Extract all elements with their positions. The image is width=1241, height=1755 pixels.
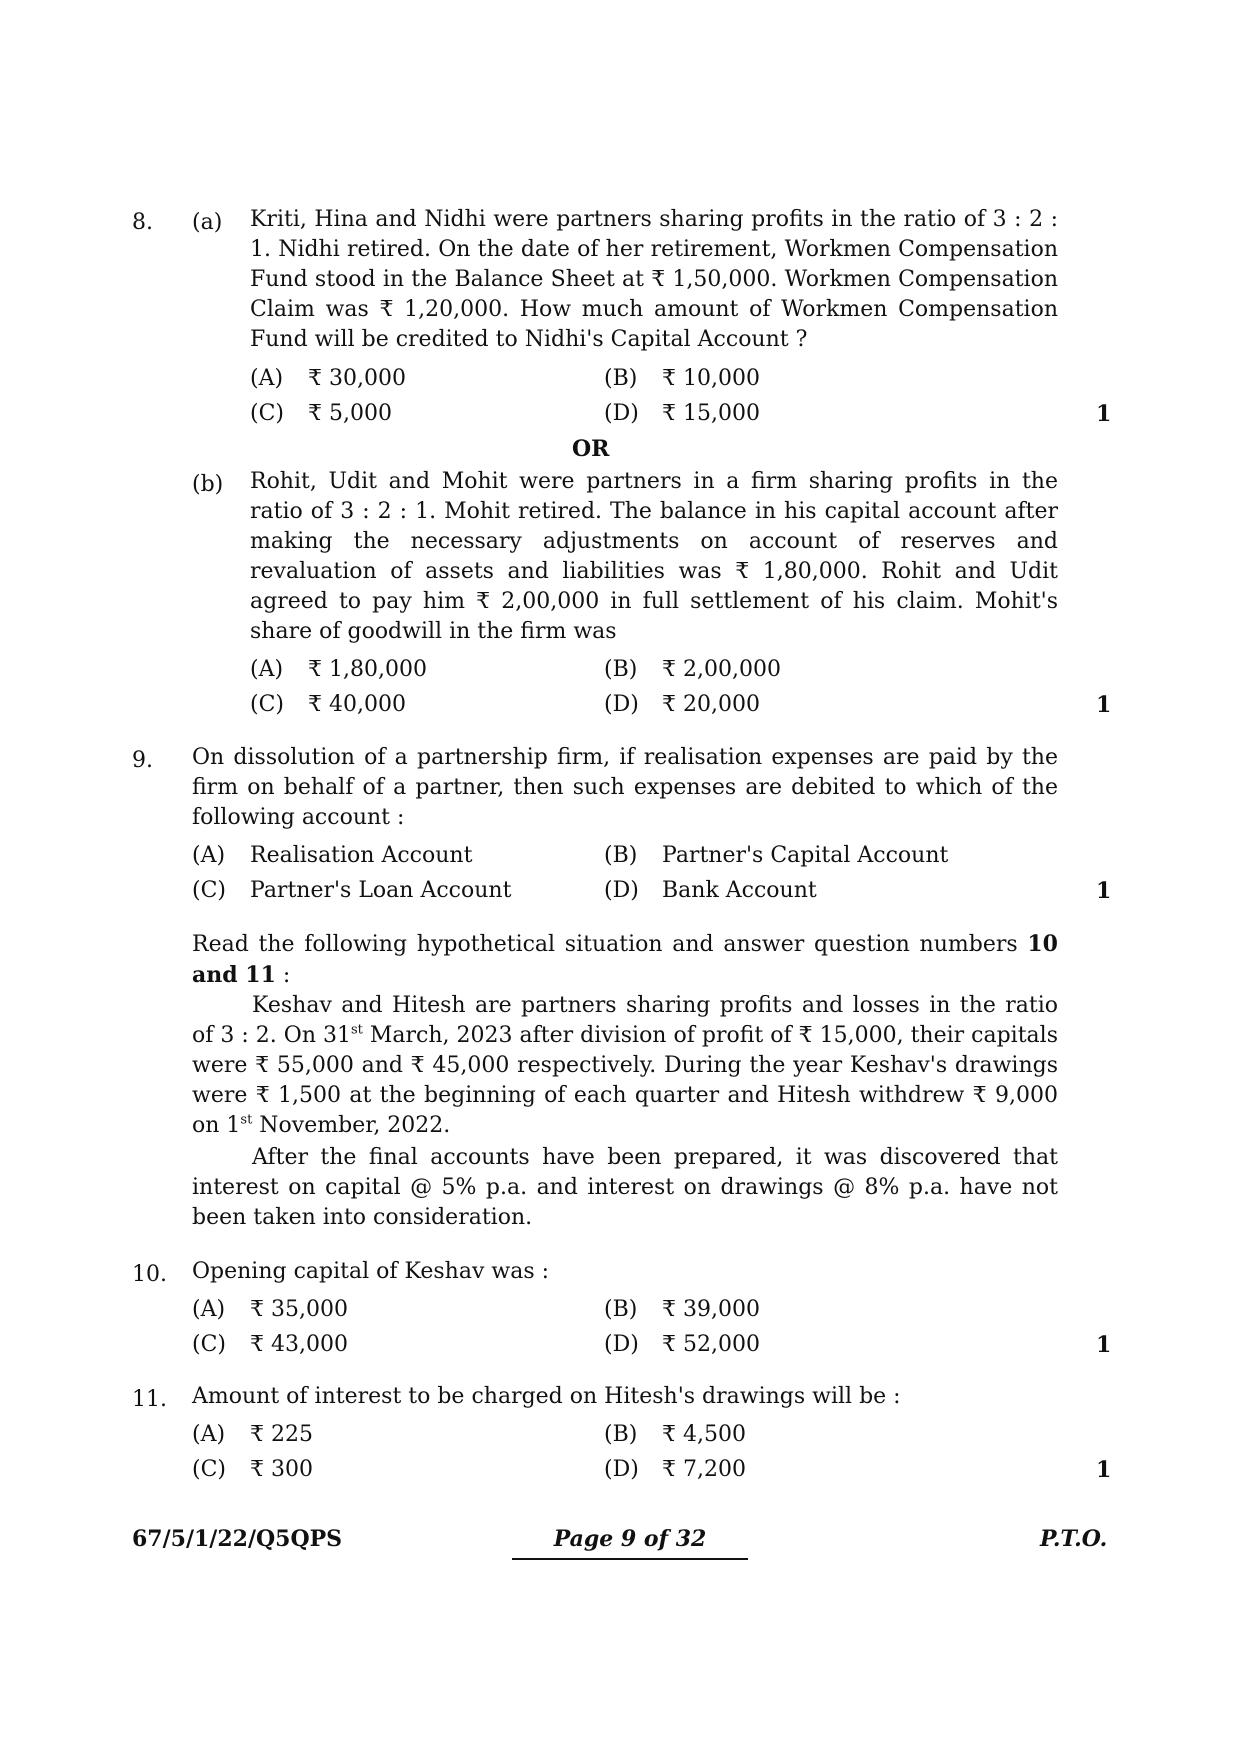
case-intro-text: Read the following hypothetical situation and answer question numbers <box>192 932 1018 957</box>
case-paragraph-text: Keshav and Hitesh are partners sharing profits and losses in the ratio of 3 : 2. On 31 <box>192 993 1058 1048</box>
option-text: ₹ 225 <box>250 1422 313 1447</box>
option-label: (D) <box>604 692 639 717</box>
option-label: (A) <box>192 1297 226 1322</box>
option-text: Bank Account <box>662 878 817 903</box>
question-number: 11. <box>132 1387 167 1412</box>
option <box>604 692 760 717</box>
option-label: (A) <box>192 1422 226 1447</box>
option-text: ₹ 10,000 <box>662 366 760 391</box>
option-label: (B) <box>604 366 638 391</box>
marks: 1 <box>1096 401 1112 427</box>
option <box>604 366 760 391</box>
sub-question-label: (a) <box>192 210 223 235</box>
option <box>192 878 511 903</box>
option-text: Partner's Loan Account <box>250 878 512 903</box>
option <box>604 878 817 903</box>
page-number: Page 9 of 32 <box>512 1526 748 1560</box>
case-paragraph-text: March, 2023 after division of profit of ₹ 15,000, their capitals were ₹ 55,000 and ₹ 45,000 respectively. During the year Keshav's drawings were ₹ 1,500 at the beginning of each quarter and Hitesh withdrew ₹ 9,000 on 1 <box>192 1023 1058 1138</box>
option-label: (D) <box>604 1332 639 1357</box>
option-label: (A) <box>192 843 226 868</box>
case-paragraph <box>192 991 1058 1141</box>
option <box>250 401 392 426</box>
option <box>604 1422 746 1447</box>
case-intro-questions: 10 and 11 <box>192 931 1058 988</box>
question-number: 8. <box>132 210 153 235</box>
option-text: ₹ 300 <box>250 1457 313 1482</box>
option <box>192 1297 348 1322</box>
question-text: On dissolution of a partnership firm, if realisation expenses are paid by the firm on behalf of a partner, then such expenses are debited to which of the following account : <box>192 745 1058 830</box>
please-turn-over: P.T.O. <box>1040 1526 1108 1552</box>
option-text: ₹ 5,000 <box>308 401 392 426</box>
option-text: ₹ 30,000 <box>308 366 406 391</box>
option-label: (A) <box>250 657 284 682</box>
marks: 1 <box>1096 1457 1112 1483</box>
marks: 1 <box>1096 692 1112 718</box>
option-label: (C) <box>250 692 284 717</box>
option <box>192 1332 348 1357</box>
case-intro <box>192 929 1058 991</box>
ordinal-suffix: st <box>350 1022 363 1038</box>
option-text: ₹ 20,000 <box>662 692 760 717</box>
option-text: ₹ 40,000 <box>308 692 406 717</box>
option-text: ₹ 4,500 <box>662 1422 746 1447</box>
option-text: ₹ 52,000 <box>662 1332 760 1357</box>
ordinal-suffix: st <box>240 1112 253 1128</box>
question-number: 10. <box>132 1262 167 1287</box>
option-label: (C) <box>192 1457 226 1482</box>
option <box>250 692 406 717</box>
case-paragraph: After the final accounts have been prepared, it was discovered that interest on capital @ 5% p.a. and interest on drawings @ 8% p.a. have not been taken into consideration. <box>192 1145 1058 1230</box>
option-label: (C) <box>250 401 284 426</box>
option-label: (B) <box>604 657 638 682</box>
option-text: ₹ 15,000 <box>662 401 760 426</box>
option <box>604 657 781 682</box>
option-text: ₹ 39,000 <box>662 1297 760 1322</box>
case-paragraph-text: November, 2022. <box>252 1113 451 1138</box>
question-number: 9. <box>132 748 153 773</box>
question-text: Amount of interest to be charged on Hitesh's drawings will be : <box>192 1384 901 1409</box>
option-label: (C) <box>192 1332 226 1357</box>
option-text: ₹ 1,80,000 <box>308 657 427 682</box>
option-label: (C) <box>192 878 226 903</box>
sub-question-label: (b) <box>192 472 224 497</box>
option-label: (D) <box>604 1457 639 1482</box>
option-text: Realisation Account <box>250 843 473 868</box>
option <box>192 1457 313 1482</box>
option-text: ₹ 35,000 <box>250 1297 348 1322</box>
option <box>250 657 427 682</box>
option-text: Partner's Capital Account <box>662 843 949 868</box>
option <box>192 843 472 868</box>
option-label: (D) <box>604 401 639 426</box>
option <box>192 1422 313 1447</box>
paper-code: 67/5/1/22/Q5QPS <box>132 1526 343 1552</box>
marks: 1 <box>1096 1332 1112 1358</box>
option <box>250 366 406 391</box>
option <box>604 401 760 426</box>
option-label: (B) <box>604 843 638 868</box>
option-label: (D) <box>604 878 639 903</box>
case-intro-end: : <box>275 963 291 988</box>
option <box>604 1332 760 1357</box>
or-separator: OR <box>572 436 610 462</box>
option-text: ₹ 43,000 <box>250 1332 348 1357</box>
option-text: ₹ 2,00,000 <box>662 657 781 682</box>
question-text: Kriti, Hina and Nidhi were partners sharing profits in the ratio of 3 : 2 : 1. Nidhi retired. On the date of her retirement, Workmen Compensation Fund stood in the Balance Sheet at ₹ 1,50,000. Workmen Compensation Claim was ₹ 1,20,000. How much amount of Workmen Compensation Fund will be credited to Nidhi's Capital Account ? <box>250 207 1058 352</box>
option <box>604 843 948 868</box>
option-text: ₹ 7,200 <box>662 1457 746 1482</box>
question-text: Rohit, Udit and Mohit were partners in a firm sharing profits in the ratio of 3 : 2 : 1. Mohit retired. The balance in his capital account after making the necessary adjustments on account of reserves and revaluation of assets and liabilities was ₹ 1,80,000. Rohit and Udit agreed to pay him ₹ 2,00,000 in full settlement of his claim. Mohit's share of goodwill in the firm was <box>250 469 1058 644</box>
option <box>604 1457 746 1482</box>
option <box>604 1297 760 1322</box>
option-label: (B) <box>604 1422 638 1447</box>
option-label: (B) <box>604 1297 638 1322</box>
marks: 1 <box>1096 878 1112 904</box>
question-text: Opening capital of Keshav was : <box>192 1259 550 1284</box>
option-label: (A) <box>250 366 284 391</box>
